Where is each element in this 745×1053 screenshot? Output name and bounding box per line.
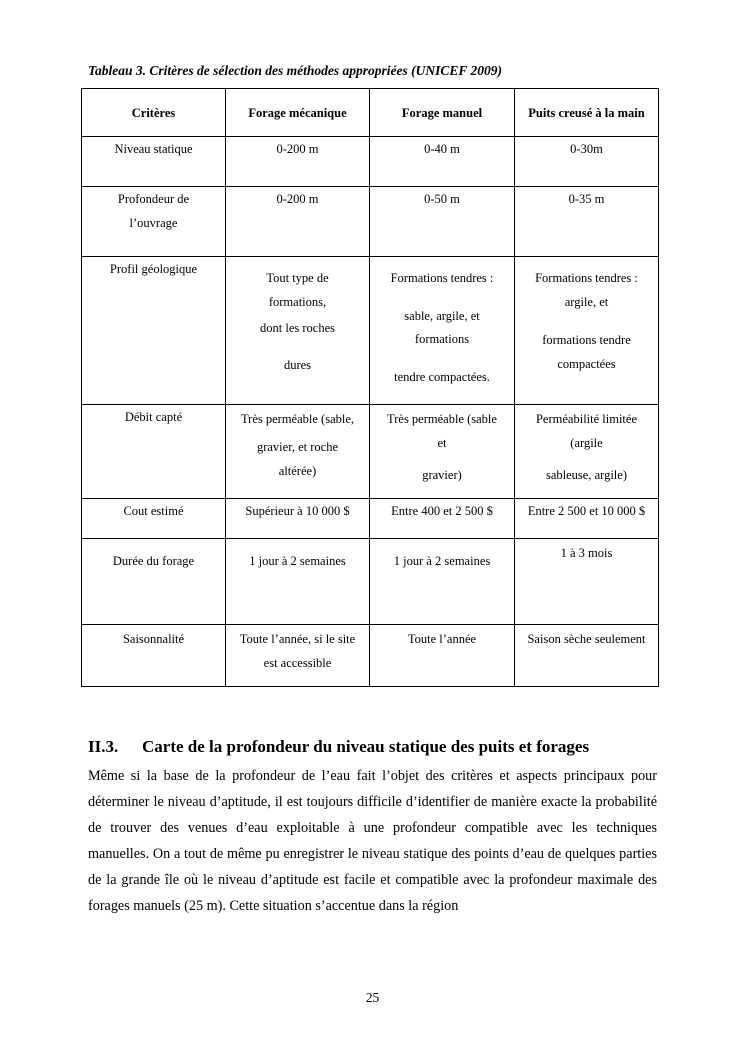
cell-mecanique: 0-200 m	[226, 137, 370, 187]
cell-manuel: Entre 400 et 2 500 $	[370, 499, 515, 539]
cell-mecanique	[226, 257, 370, 405]
criterion-line: l’ouvrage	[129, 216, 178, 230]
criterion-line: Profondeur de	[117, 192, 190, 206]
table-row	[82, 499, 659, 539]
section-number: II.3.	[88, 737, 119, 756]
row-criterion: Débit capté	[82, 405, 226, 499]
cell-line: compactées	[557, 357, 616, 371]
header-forage-manuel: Forage manuel	[370, 89, 515, 137]
cell-manuel	[370, 405, 515, 499]
cell-puits: Saison sèche seulement	[515, 625, 659, 687]
cell-puits: Entre 2 500 et 10 000 $	[515, 499, 659, 539]
cell-puits: 0-30m	[515, 137, 659, 187]
cell-line: dures	[283, 358, 312, 372]
row-criterion: Saisonnalité	[82, 625, 226, 687]
cell-line: Très perméable (sable	[387, 412, 497, 426]
table-row	[82, 187, 659, 257]
cell-line: formations,	[268, 295, 327, 309]
cell-line: altérée)	[278, 464, 317, 478]
cell-line: (argile	[570, 436, 603, 450]
cell-puits: 0-35 m	[515, 187, 659, 257]
section-heading	[88, 737, 589, 757]
cell-puits: 1 à 3 mois	[515, 539, 659, 625]
header-criteres: Critères	[82, 89, 226, 137]
header-forage-mecanique: Forage mécanique	[226, 89, 370, 137]
cell-line: formations	[414, 332, 470, 346]
row-criterion: Niveau statique	[82, 137, 226, 187]
cell-line: Toute l’année, si le site	[239, 632, 356, 646]
cell-line: Très perméable (sable,	[240, 412, 355, 426]
cell-line: Perméabilité limitée	[535, 412, 637, 426]
cell-manuel: 0-40 m	[370, 137, 515, 187]
cell-manuel: 1 jour à 2 semaines	[370, 539, 515, 625]
table-row	[82, 257, 659, 405]
cell-mecanique: 1 jour à 2 semaines	[226, 539, 370, 625]
cell-mecanique: Supérieur à 10 000 $	[226, 499, 370, 539]
row-criterion	[82, 187, 226, 257]
cell-line: formations tendre	[542, 333, 631, 347]
table-caption: Tableau 3. Critères de sélection des méthodes appropriées (UNICEF 2009)	[88, 63, 502, 78]
row-criterion: Profil géologique	[82, 257, 226, 405]
cell-puits	[515, 405, 659, 499]
table-header-row	[82, 89, 659, 137]
cell-line: tendre compactées.	[394, 370, 490, 384]
cell-line: dont les roches	[260, 321, 335, 335]
cell-puits	[515, 257, 659, 405]
table-row	[82, 625, 659, 687]
cell-line: Formations tendres :	[390, 271, 494, 285]
cell-line: est accessible	[263, 656, 332, 670]
row-criterion: Cout estimé	[82, 499, 226, 539]
cell-mecanique	[226, 625, 370, 687]
table-row	[82, 539, 659, 625]
cell-mecanique	[226, 405, 370, 499]
cell-line: gravier, et roche	[256, 440, 339, 454]
cell-mecanique: 0-200 m	[226, 187, 370, 257]
cell-line: Tout type de	[266, 271, 329, 285]
criteria-table	[81, 88, 659, 687]
header-puits-creuse: Puits creusé à la main	[515, 89, 659, 137]
cell-line: et	[437, 436, 447, 450]
table-row	[82, 405, 659, 499]
table-row	[82, 137, 659, 187]
cell-line: sableuse, argile)	[546, 468, 627, 482]
cell-line: argile, et	[564, 295, 609, 309]
cell-line: gravier)	[422, 468, 462, 482]
cell-line: Formations tendres :	[535, 271, 638, 285]
cell-line: sable, argile, et	[404, 309, 480, 323]
section-title: Carte de la profondeur du niveau statique des puits et forages	[142, 737, 590, 756]
body-paragraph: Même si la base de la profondeur de l’eau fait l’objet des critères et aspects principaux pour déterminer le niveau d’aptitude, il est toujours difficile d’identifier de manière exacte la probabilité de trouver des venues d’eau exploitable à une profondeur compatible avec les techniques manuelles. On a tout de même pu enregistrer le niveau statique des points d’eau de quelques parties de la grande île où le niveau d’aptitude est facile et compatible avec la profondeur maximale des forages manuels (25 m). Cette situation s’accentue dans la région	[88, 768, 657, 914]
page-number: 25	[365, 990, 380, 1005]
row-criterion: Durée du forage	[82, 539, 226, 625]
cell-manuel: 0-50 m	[370, 187, 515, 257]
cell-manuel: Toute l’année	[370, 625, 515, 687]
cell-manuel	[370, 257, 515, 405]
